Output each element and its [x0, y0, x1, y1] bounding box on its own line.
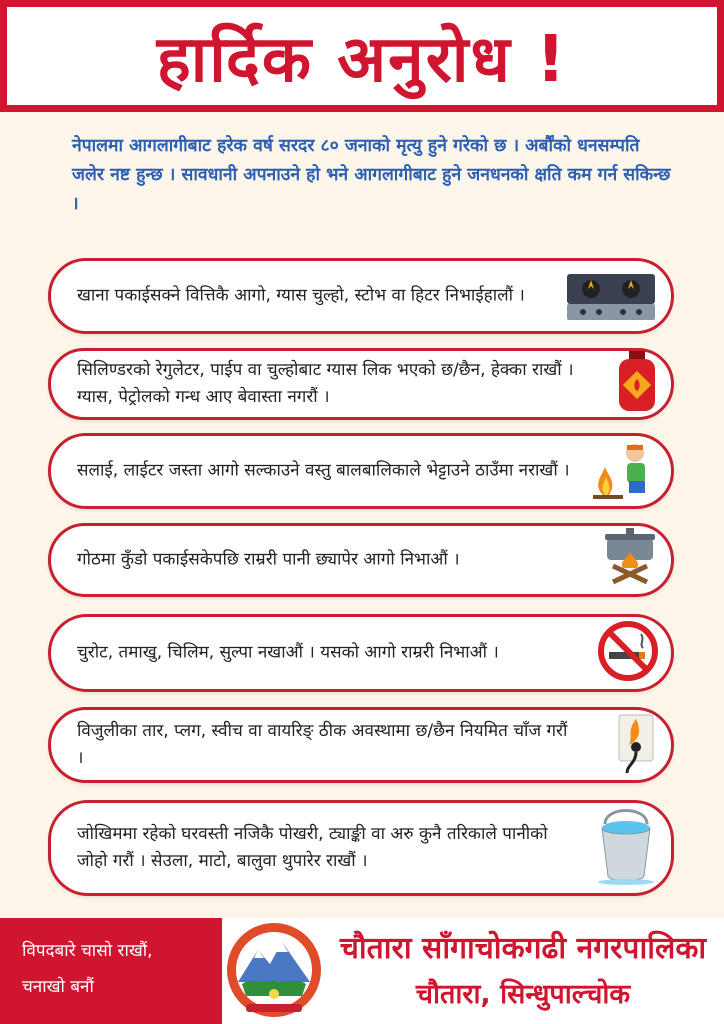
no-smoking-icon [597, 620, 659, 686]
tip-card [48, 614, 674, 692]
header-banner [0, 0, 724, 112]
tip-text: चुरोट, तमाखु, चिलिम, सुल्पा नखाऔं । यसको आगो राम्ररी निभाऔं । [77, 642, 499, 663]
tip-card [48, 523, 674, 597]
cooking-pot-icon [601, 526, 659, 594]
intro-paragraph: नेपालमा आगलागीबाट हरेक वर्ष सरदर ८० जनाको मृत्यु हुने गरेको छ । अर्बौंको धनसम्पति जलेर नष्ट हुन्छ । सावधानी अपनाउने हो भने आगलागीबाट हुने जनधनको क्षति कम गर्न सकिन्छ । [72, 136, 671, 214]
water-bucket-icon [593, 806, 659, 890]
slogan-box [0, 918, 222, 1024]
gas-stove-icon [563, 264, 659, 328]
municipality-name: चौतारा साँगाचोकगढी नगरपालिका [339, 931, 707, 966]
tip-text: विजुलीका तार, प्लग, स्वीच वा वायरिङ् ठीक अवस्थामा छ/छैन नियमित चाँज गरौं । [77, 721, 568, 768]
tip-text: खाना पकाईसक्ने वित्तिकै आगो, ग्यास चुल्हो, स्टोभ वा हिटर निभाईहालौं । [77, 285, 525, 306]
slogan-line-1: विपदबारे चासो राखौं, [22, 941, 153, 961]
gas-cylinder-icon [615, 349, 659, 419]
footer [0, 918, 724, 1024]
tip-card [48, 707, 674, 783]
tip-text: गोठमा कुँडो पकाईसकेपछि राम्ररी पानी छ्यापेर आगो निभाऔं । [77, 549, 460, 570]
page-title: हार्दिक अनुरोध ! [156, 22, 568, 97]
tip-text: जोखिममा रहेको घरवस्ती नजिकै पोखरी, ट्याङ्की वा अरु कुनै तरिकाले पानीको जोहो गरौं । सेउला, माटो, बालुवा थुपारेर राखौं । [77, 824, 548, 871]
tip-card [48, 433, 674, 509]
tip-text: सिलिण्डरको रेगुलेटर, पाईप वा चुल्होबाट ग्यास लिक भएको छ/छैन, हेक्का राखौं । ग्यास, पेट्रोलको गन्ध आए बेवास्ता नगरौं । [77, 360, 574, 407]
tip-card [48, 800, 674, 896]
nepal-emblem-icon [224, 920, 324, 1024]
header-title-box [7, 7, 717, 105]
child-fire-icon [589, 437, 659, 505]
tip-text: सलाई, लाईटर जस्ता आगो सल्काउने वस्तु बालबालिकाले भेट्टाउने ठाउँमा नराखौं । [77, 460, 570, 481]
electric-spark-icon [613, 711, 659, 779]
tip-card [48, 348, 674, 420]
municipality-location: चौतारा, सिन्धुपाल्चोक [415, 979, 631, 1010]
slogan-line-2: चनाखो बनौं [22, 977, 94, 997]
tip-card [48, 258, 674, 334]
